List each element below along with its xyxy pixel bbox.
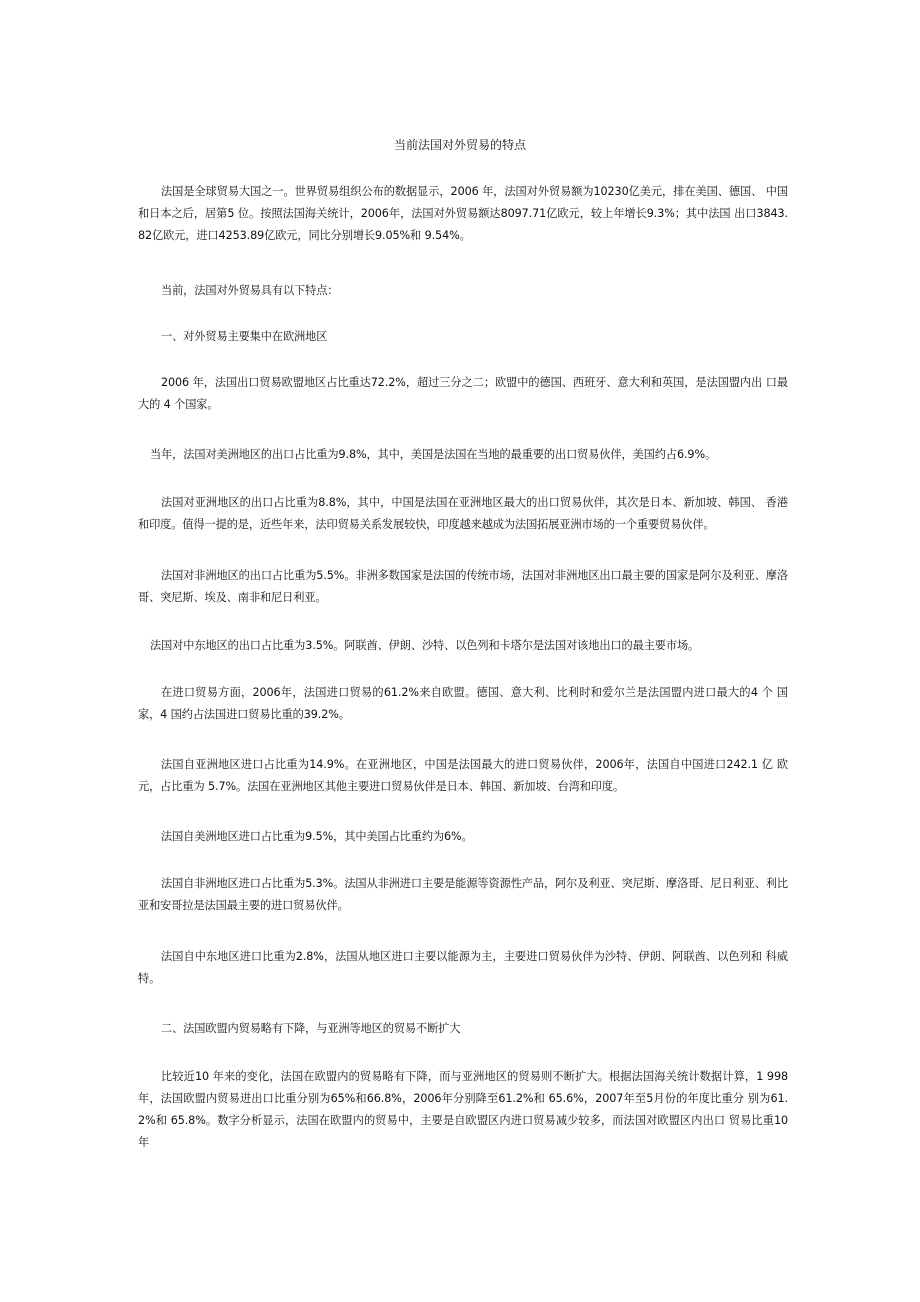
paragraph-intro: 法国是全球贸易大国之一。世界贸易组织公布的数据显示，2006 年，法国对外贸易额为10230亿美元，排在美国、德国、 中国和日本之后，居第5 位。按照法国海关统计，2006年，法国对外贸易额达8097.71亿欧元，较上年增长9.3%；其中法国 出口3843.82亿欧元，进口4253.89亿欧元，同比分别增长9.05%和 9.54%。 bbox=[138, 185, 788, 242]
paragraph-america-imports: 法国自美洲地区进口占比重为9.5%，其中美国占比重约为6%。 bbox=[161, 830, 473, 843]
paragraph-features-lead: 当前，法国对外贸易具有以下特点： bbox=[161, 284, 339, 297]
paragraph-eu-exports: 2006 年，法国出口贸易欧盟地区占比重达72.2%，超过三分之二；欧盟中的德国、西班牙、意大利和英国，是法国盟内出 口最大的 4 个国家。 bbox=[138, 376, 788, 411]
paragraph-eu-imports: 在进口贸易方面，2006年，法国进口贸易的61.2%来自欧盟。德国、意大利、比利时和爱尔兰是法国盟内进口最大的4 个 国家，4 国约占法国进口贸易比重的39.2%。 bbox=[138, 686, 788, 721]
paragraph-middle-east-imports: 法国自中东地区进口比重为2.8%，法国从地区进口主要以能源为主，主要进口贸易伙伴为沙特、伊朗、阿联酋、以色列和 科威特。 bbox=[138, 950, 788, 985]
paragraph-africa-imports: 法国自非洲地区进口占比重为5.3%。法国从非洲进口主要是能源等资源性产品，阿尔及利亚、突尼斯、摩洛哥、尼日利亚、利比亚和安哥拉是法国最主要的进口贸易伙伴。 bbox=[138, 877, 788, 912]
paragraph-america-exports: 当年，法国对美洲地区的出口占比重为9.8%，其中，美国是法国在当地的最重要的出口贸易伙伴，美国约占6.9%。 bbox=[150, 448, 717, 461]
paragraph-africa-exports: 法国对非洲地区的出口占比重为5.5%。非洲多数国家是法国的传统市场，法国对非洲地区出口最主要的国家是阿尔及利亚、摩洛哥、突尼斯、埃及、南非和尼日利亚。 bbox=[138, 569, 788, 604]
paragraph-trend-analysis: 比较近10 年来的变化，法国在欧盟内的贸易略有下降，而与亚洲地区的贸易则不断扩大。根据法国海关统计数据计算，1 998年，法国欧盟内贸易进出口比重分别为65%和66.8%，2006年分别降至61.2%和 65.6%，2007年至5月份的年度比重分 别为61.2%和 65.8%。数字分析显示，法国在欧盟内的贸易中，主要是自欧盟区内进口贸易减少较多，而法国对欧盟区内出口 贸易比重10年 bbox=[138, 1070, 788, 1149]
paragraph-middle-east-exports: 法国对中东地区的出口占比重为3.5%。阿联酋、伊朗、沙特、以色列和卡塔尔是法国对该地出口的最主要市场。 bbox=[150, 639, 700, 652]
section-heading-1: 一、对外贸易主要集中在欧洲地区 bbox=[161, 330, 328, 343]
paragraph-asia-imports: 法国自亚洲地区进口占比重为14.9%。在亚洲地区，中国是法国最大的进口贸易伙伴，2006年，法国自中国进口242.1 亿 欧元，占比重为 5.7%。法国在亚洲地区其他主要进口贸易伙伴是日本、韩国、新加坡、台湾和印度。 bbox=[138, 758, 788, 793]
document-title: 当前法国对外贸易的特点 bbox=[393, 138, 526, 152]
section-heading-2: 二、法国欧盟内贸易略有下降，与亚洲等地区的贸易不断扩大 bbox=[161, 1022, 461, 1035]
paragraph-asia-exports: 法国对亚洲地区的出口占比重为8.8%，其中，中国是法国在亚洲地区最大的出口贸易伙伴，其次是日本、新加坡、韩国、 香港和印度。值得一提的是，近些年来，法印贸易关系发展较快，印度越来越成为法国拓展亚洲市场的一个重要贸易伙伴。 bbox=[138, 496, 788, 531]
